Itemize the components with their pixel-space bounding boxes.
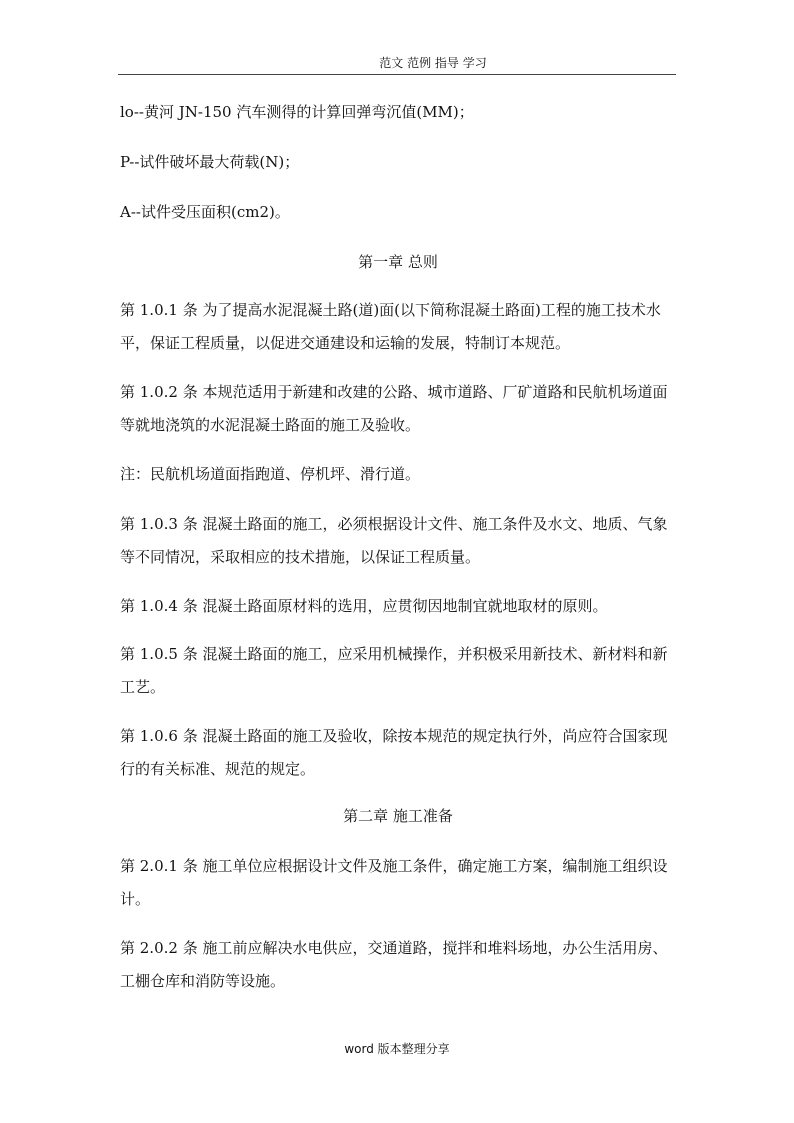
article-2-0-2: 第 2.0.2 条 施工前应解决水电供应，交通道路，搅拌和堆料场地，办公生活用房、工棚仓库和消防等设施。 (120, 939, 668, 990)
definition-line-p: P--试件破坏最大荷载(N)； (120, 153, 300, 171)
chapter-2-title: 第二章 施工准备 (343, 807, 453, 825)
note-airport: 注：民航机场道面指跑道、停机坪、滑行道。 (120, 465, 421, 483)
page-footer: word 版本整理分享 (344, 1042, 450, 1056)
article-1-0-3: 第 1.0.3 条 混凝土路面的施工，必须根据设计文件、施工条件及水文、地质、气象等不同情况，采取相应的技术措施，以保证工程质量。 (120, 515, 668, 566)
article-2-0-1: 第 2.0.1 条 施工单位应根据设计文件及施工条件，确定施工方案，编制施工组织设计。 (120, 857, 668, 908)
article-1-0-1: 第 1.0.1 条 为了提高水泥混凝土路(道)面(以下简称混凝土路面)工程的施工技术水平，保证工程质量，以促进交通建设和运输的发展，特制订本规范。 (120, 301, 661, 352)
article-1-0-2: 第 1.0.2 条 本规范适用于新建和改建的公路、城市道路、厂矿道路和民航机场道面等就地浇筑的水泥混凝土路面的施工及验收。 (120, 383, 668, 434)
definition-line-a: A--试件受压面积(cm2)。 (120, 203, 290, 221)
definition-line-lo: lo--黄河 JN-150 汽车测得的计算回弹弯沉值(MM)； (120, 103, 474, 121)
article-1-0-5: 第 1.0.5 条 混凝土路面的施工，应采用机械操作，并积极采用新技术、新材料和新工艺。 (120, 645, 668, 696)
header-text: 范文 范例 指导 学习 (379, 56, 487, 70)
article-1-0-4: 第 1.0.4 条 混凝土路面原材料的选用，应贯彻因地制宜就地取材的原则。 (120, 597, 608, 615)
page-header (118, 56, 676, 75)
article-1-0-6: 第 1.0.6 条 混凝土路面的施工及验收，除按本规范的规定执行外，尚应符合国家现行的有关标准、规范的规定。 (120, 727, 668, 778)
chapter-1-title: 第一章 总则 (358, 253, 438, 271)
